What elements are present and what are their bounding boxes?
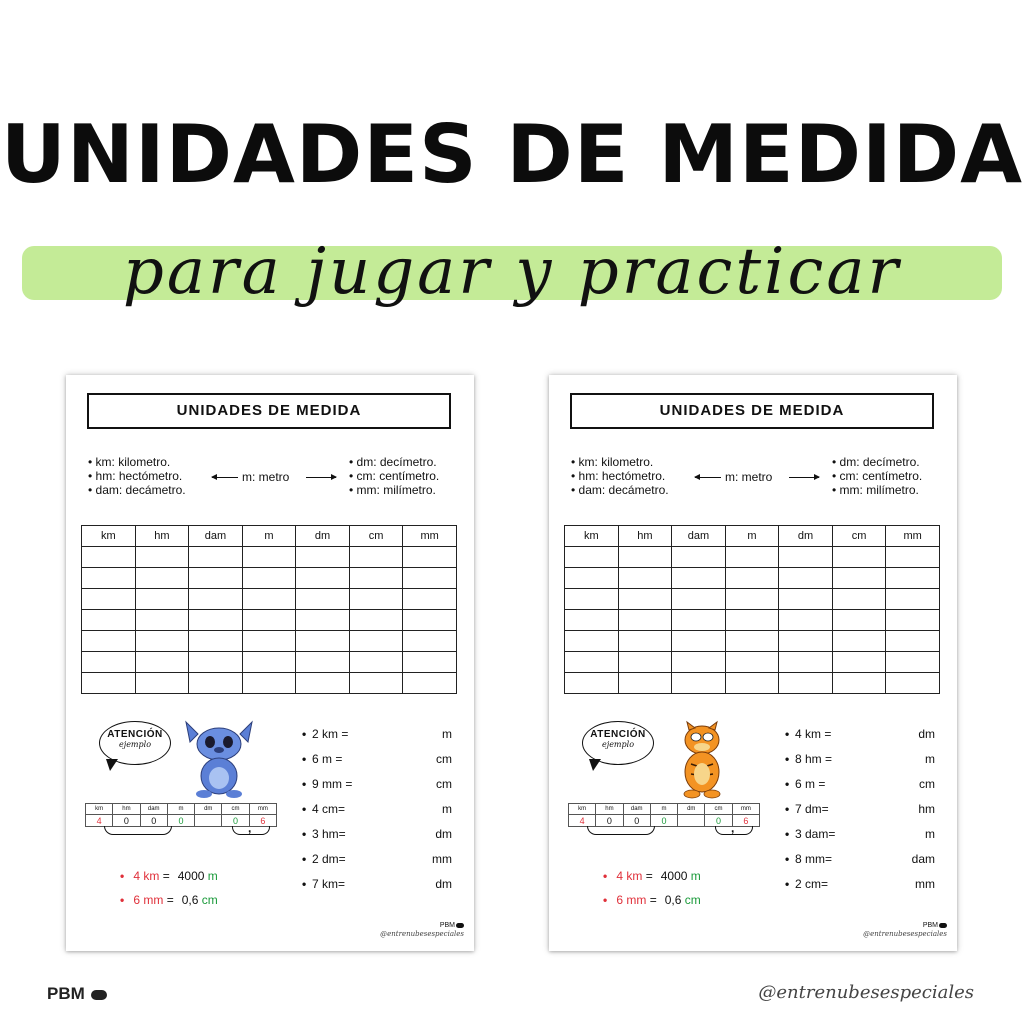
example-digit: 0 [222,815,249,827]
example-column-header: km [86,804,113,815]
example-line: • 4 km = 4000 m [120,869,218,883]
attention-word: ATENCIÓN [107,729,163,740]
table-cell[interactable] [296,589,350,610]
exercise-target-unit: m [442,727,452,741]
definition-item: • cm: centímetro. [832,469,923,483]
exercise-target-unit: m [925,827,935,841]
table-row [82,610,457,631]
worksheet-left [66,375,474,951]
example-column-header: dm [195,804,222,815]
table-cell[interactable] [296,568,350,589]
exercise-item [302,852,452,877]
table-cell[interactable] [82,589,136,610]
table-cell[interactable] [779,568,833,589]
definition-item: • km: kilometro. [88,455,171,469]
exercise-target-unit: cm [436,777,452,791]
table-cell[interactable] [403,610,457,631]
exercise-item [785,727,935,752]
table-cell[interactable] [618,568,672,589]
example-column-header: m [650,804,677,815]
exercise-target-unit: dm [918,727,935,741]
table-cell[interactable] [672,673,726,694]
table-cell[interactable] [135,610,189,631]
exercise-question: • 7 dm= [785,802,829,816]
table-cell[interactable] [242,673,296,694]
table-row [82,568,457,589]
table-cell[interactable] [565,610,619,631]
units-column-header: km [565,526,619,547]
example-digit: 0 [113,815,140,827]
table-cell[interactable] [565,589,619,610]
subtitle: para jugar y practicar [122,235,902,309]
exercise-question: • 4 cm= [302,802,346,816]
table-row [565,610,940,631]
table-cell[interactable] [349,610,403,631]
table-cell[interactable] [565,652,619,673]
units-column-header: hm [618,526,672,547]
table-cell[interactable] [135,589,189,610]
table-cell[interactable] [349,568,403,589]
table-cell[interactable] [832,673,886,694]
center-unit: m: metro [242,470,290,484]
table-cell[interactable] [403,547,457,568]
table-cell[interactable] [403,631,457,652]
example-line: • 4 km = 4000 m [603,869,701,883]
definition-item: • dam: decámetro. [88,483,186,497]
table-cell[interactable] [296,631,350,652]
exercise-question: • 6 m = [302,752,343,766]
units-column-header: cm [832,526,886,547]
example-digit: 0 [167,815,194,827]
table-row [82,673,457,694]
example-line: • 6 mm = 0,6 cm [120,893,218,907]
example-column-header: hm [596,804,623,815]
table-cell[interactable] [832,610,886,631]
table-cell[interactable] [618,673,672,694]
table-cell[interactable] [779,589,833,610]
table-row [565,547,940,568]
decimal-comma: , [731,821,735,835]
example-column-header: cm [222,804,249,815]
table-cell[interactable] [135,673,189,694]
table-cell[interactable] [725,652,779,673]
exercise-question: • 2 cm= [785,877,829,891]
exercise-item [785,877,935,902]
table-cell[interactable] [725,547,779,568]
example-column-header: dam [623,804,650,815]
exercise-question: • 4 km = [785,727,832,741]
example-digit: 0 [705,815,732,827]
exercise-item [785,752,935,777]
units-column-header: cm [349,526,403,547]
table-row [565,652,940,673]
worksheet-brand: PBM @entrenubesespeciales [863,922,947,938]
example-digit: 0 [623,815,650,827]
example-digit: 0 [650,815,677,827]
table-cell[interactable] [82,547,136,568]
example-digit: 6 [732,815,759,827]
decimal-comma: , [248,821,252,835]
table-cell[interactable] [725,673,779,694]
table-cell[interactable] [672,610,726,631]
table-cell[interactable] [135,631,189,652]
definition-item: • hm: hectómetro. [88,469,183,483]
table-row [565,631,940,652]
exercise-item [302,752,452,777]
table-cell[interactable] [618,631,672,652]
table-cell[interactable] [672,652,726,673]
example-column-header: hm [113,804,140,815]
units-column-header: km [82,526,136,547]
table-cell[interactable] [779,631,833,652]
example-column-header: mm [249,804,276,815]
definition-item: • dam: decámetro. [571,483,669,497]
table-cell[interactable] [832,568,886,589]
exercise-question: • 7 km= [302,877,346,891]
units-column-header: mm [403,526,457,547]
table-cell[interactable] [189,589,243,610]
table-cell[interactable] [779,652,833,673]
exercise-target-unit: m [442,802,452,816]
exercise-question: • 8 mm= [785,852,833,866]
exercise-target-unit: cm [919,777,935,791]
exercise-target-unit: cm [436,752,452,766]
table-cell[interactable] [135,652,189,673]
worksheet-title: UNIDADES DE MEDIDA [570,393,934,429]
definitions-right [832,455,922,497]
table-cell[interactable] [135,547,189,568]
definition-item: • hm: hectómetro. [571,469,666,483]
table-cell[interactable] [403,652,457,673]
table-cell[interactable] [349,673,403,694]
table-cell[interactable] [565,547,619,568]
table-cell[interactable] [832,652,886,673]
table-cell[interactable] [886,652,940,673]
example-digit: 6 [249,815,276,827]
example-column-header: mm [732,804,759,815]
example-digit [678,815,705,827]
table-cell[interactable] [189,631,243,652]
units-column-header: mm [886,526,940,547]
table-cell[interactable] [779,610,833,631]
table-row [565,568,940,589]
exercise-item [302,802,452,827]
units-column-header: dam [189,526,243,547]
table-cell[interactable] [565,631,619,652]
table-cell[interactable] [242,631,296,652]
table-cell[interactable] [886,631,940,652]
center-unit: m: metro [725,470,773,484]
exercise-item [785,777,935,802]
exercise-item [785,827,935,852]
table-cell[interactable] [242,589,296,610]
definition-item: • dm: decímetro. [349,455,437,469]
table-row [82,547,457,568]
units-table [81,525,457,694]
table-cell[interactable] [242,652,296,673]
exercise-target-unit: dam [911,852,935,866]
units-table-header [565,526,940,547]
table-cell[interactable] [82,631,136,652]
units-column-header: m [725,526,779,547]
table-cell[interactable] [349,547,403,568]
brace-icon [587,826,655,835]
cloud-icon [456,923,464,928]
table-cell[interactable] [832,589,886,610]
example-digit [195,815,222,827]
units-table [564,525,940,694]
exercise-item [302,827,452,852]
table-cell[interactable] [618,610,672,631]
example-column-header: dam [140,804,167,815]
table-cell[interactable] [886,589,940,610]
table-row [82,589,457,610]
table-cell[interactable] [618,547,672,568]
table-cell[interactable] [886,568,940,589]
table-cell[interactable] [242,610,296,631]
table-cell[interactable] [242,547,296,568]
table-cell[interactable] [565,568,619,589]
units-column-header: hm [135,526,189,547]
table-row [565,673,940,694]
example-digit: 0 [140,815,167,827]
table-cell[interactable] [672,589,726,610]
definition-item: • mm: milímetro. [832,483,919,497]
exercise-target-unit: hm [918,802,935,816]
definitions-left [88,455,186,497]
table-cell[interactable] [725,589,779,610]
cloud-icon [939,923,947,928]
table-cell[interactable] [82,673,136,694]
attention-word: ATENCIÓN [590,729,646,740]
table-cell[interactable] [296,673,350,694]
table-cell[interactable] [672,547,726,568]
units-column-header: dm [779,526,833,547]
exercise-target-unit: m [925,752,935,766]
blue-alien-icon [184,720,254,800]
attention-sub: ejemplo [601,740,635,749]
definition-item: • dm: decímetro. [832,455,920,469]
table-row [82,652,457,673]
table-cell[interactable] [886,610,940,631]
exercise-question: • 9 mm = [302,777,353,791]
table-cell[interactable] [82,610,136,631]
example-table-header [86,804,277,815]
definition-item: • mm: milímetro. [349,483,436,497]
footer-handle: @entrenubesespeciales [758,982,974,1003]
table-cell[interactable] [618,652,672,673]
units-column-header: m [242,526,296,547]
table-cell[interactable] [725,631,779,652]
table-cell[interactable] [296,610,350,631]
table-cell[interactable] [82,652,136,673]
orange-cat-icon [667,720,737,800]
table-cell[interactable] [565,673,619,694]
worksheet-title: UNIDADES DE MEDIDA [87,393,451,429]
table-cell[interactable] [296,652,350,673]
units-table-header [82,526,457,547]
exercise-question: • 8 hm = [785,752,833,766]
example-digit: 4 [569,815,596,827]
table-cell[interactable] [82,568,136,589]
table-cell[interactable] [189,547,243,568]
table-cell[interactable] [672,568,726,589]
table-cell[interactable] [135,568,189,589]
cloud-icon [91,990,107,1000]
exercise-target-unit: dm [435,877,452,891]
example-digit: 0 [596,815,623,827]
table-cell[interactable] [403,568,457,589]
exercise-item [302,777,452,802]
arrow-right-icon [789,477,819,478]
table-cell[interactable] [296,547,350,568]
table-cell[interactable] [349,652,403,673]
attention-sub: ejemplo [118,740,152,749]
table-cell[interactable] [832,547,886,568]
table-cell[interactable] [725,568,779,589]
exercise-question: • 6 m = [785,777,826,791]
table-cell[interactable] [779,547,833,568]
table-row [82,631,457,652]
arrow-right-icon [306,477,336,478]
table-cell[interactable] [672,631,726,652]
definition-item: • km: kilometro. [571,455,654,469]
units-column-header: dm [296,526,350,547]
table-cell[interactable] [349,631,403,652]
exercise-question: • 2 km = [302,727,349,741]
worksheet-brand: PBM @entrenubesespeciales [380,922,464,938]
example-column-header: km [569,804,596,815]
exercise-list [785,727,935,902]
table-cell[interactable] [349,589,403,610]
table-cell[interactable] [618,589,672,610]
exercise-question: • 3 dam= [785,827,836,841]
exercise-item [785,802,935,827]
exercise-target-unit: mm [432,852,452,866]
example-digit: 4 [86,815,113,827]
example-table-header [569,804,760,815]
units-column-header: dam [672,526,726,547]
exercise-target-unit: dm [435,827,452,841]
example-line: • 6 mm = 0,6 cm [603,893,701,907]
definitions-right [349,455,439,497]
table-cell[interactable] [403,673,457,694]
exercise-question: • 2 dm= [302,852,346,866]
exercise-item [302,727,452,752]
table-cell[interactable] [189,673,243,694]
footer-brand: PBM [47,984,107,1004]
table-cell[interactable] [189,610,243,631]
exercise-target-unit: mm [915,877,935,891]
table-cell[interactable] [403,589,457,610]
worksheet-right [549,375,957,951]
table-cell[interactable] [189,652,243,673]
brace-icon [104,826,172,835]
example-column-header: cm [705,804,732,815]
main-title: UNIDADES DE MEDIDA [0,108,1024,201]
bubble-tail [106,759,118,771]
exercise-list [302,727,452,902]
table-cell[interactable] [779,673,833,694]
exercise-item [302,877,452,902]
example-column-header: dm [678,804,705,815]
exercise-item [785,852,935,877]
table-cell[interactable] [886,673,940,694]
exercise-question: • 3 hm= [302,827,346,841]
definition-item: • cm: centímetro. [349,469,440,483]
table-cell[interactable] [886,547,940,568]
table-cell[interactable] [189,568,243,589]
table-cell[interactable] [242,568,296,589]
table-cell[interactable] [725,610,779,631]
table-cell[interactable] [832,631,886,652]
table-row [565,589,940,610]
bubble-tail [589,759,601,771]
definitions-left [571,455,669,497]
example-column-header: m [167,804,194,815]
